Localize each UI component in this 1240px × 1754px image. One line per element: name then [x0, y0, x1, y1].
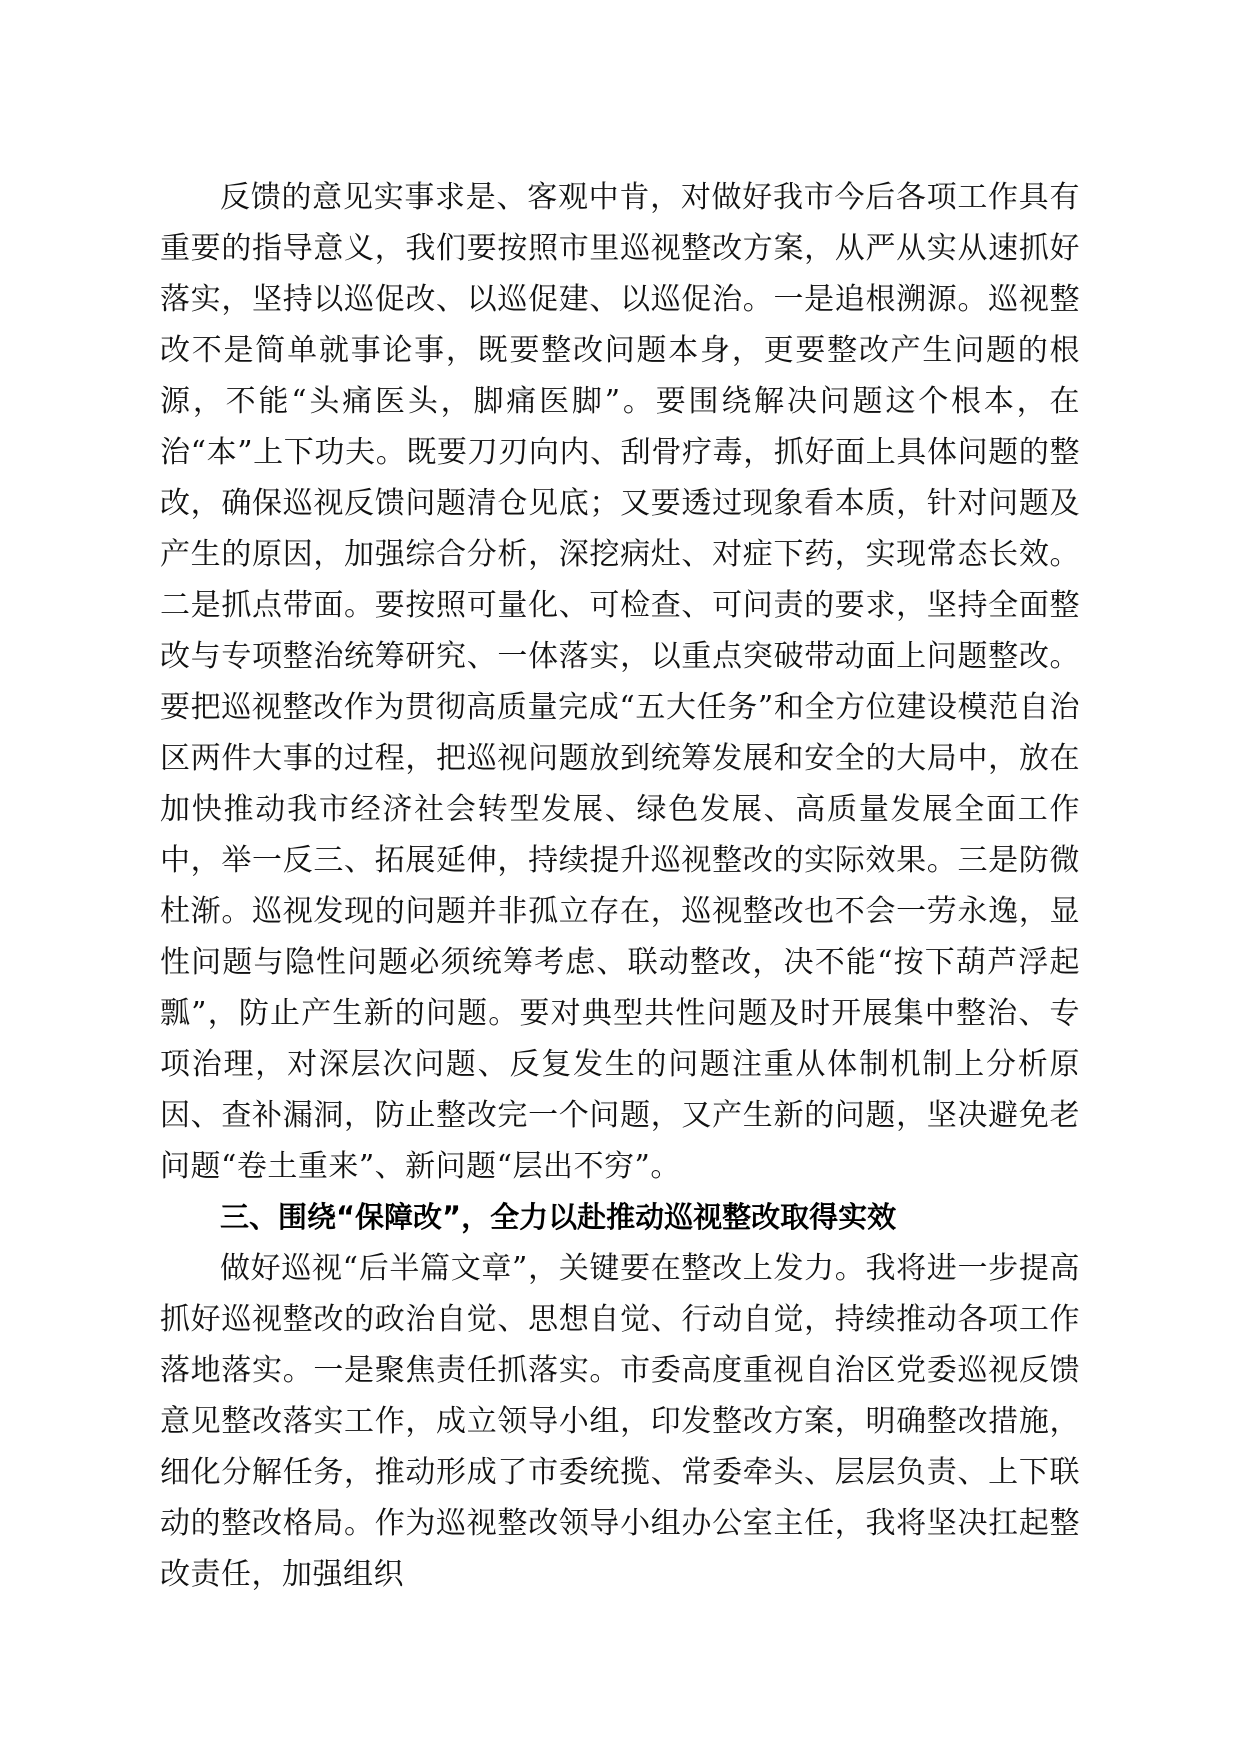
body-paragraph-1: 反馈的意见实事求是、客观中肯，对做好我市今后各项工作具有重要的指导意义，我们要按照市里巡视整改方案，从严从实从速抓好落实，坚持以巡促改、以巡促建、以巡促治。一是追根溯源。巡视整改不是简单就事论事，既要整改问题本身，更要整改产生问题的根源，不能“头痛医头，脚痛医脚”。要围绕解决问题这个根本，在治“本”上下功夫。既要刀刃向内、刮骨疗毒，抓好面上具体问题的整改，确保巡视反馈问题清仓见底；又要透过现象看本质，针对问题及产生的原因，加强综合分析，深挖病灶、对症下药，实现常态长效。二是抓点带面。要按照可量化、可检查、可问责的要求，坚持全面整改与专项整治统筹研究、一体落实，以重点突破带动面上问题整改。要把巡视整改作为贯彻高质量完成“五大任务”和全方位建设模范自治区两件大事的过程，把巡视问题放到统筹发展和安全的大局中，放在加快推动我市经济社会转型发展、绿色发展、高质量发展全面工作中，举一反三、拓展延伸，持续提升巡视整改的实际效果。三是防微杜渐。巡视发现的问题并非孤立存在，巡视整改也不会一劳永逸，显性问题与隐性问题必须统筹考虑、联动整改，决不能“按下葫芦浮起瓢”，防止产生新的问题。要对典型共性问题及时开展集中整治、专项治理，对深层次问题、反复发生的问题注重从体制机制上分析原因、查补漏洞，防止整改完一个问题，又产生新的问题，坚决避免老问题“卷土重来”、新问题“层出不穷”。: [160, 180, 1080, 1184]
body-paragraph-2: 做好巡视“后半篇文章”，关键要在整改上发力。我将进一步提高抓好巡视整改的政治自觉、思想自觉、行动自觉，持续推动各项工作落地落实。一是聚焦责任抓落实。市委高度重视自治区党委巡视反馈意见整改落实工作，成立领导小组，印发整改方案，明确整改措施，细化分解任务，推动形成了市委统揽、常委牵头、层层负责、上下联动的整改格局。作为巡视整改领导小组办公室主任，我将坚决扛起整改责任，加强组织: [160, 1251, 1080, 1592]
document-body: [160, 172, 1080, 1600]
section-heading: 三、围绕“保障改”，全力以赴推动巡视整改取得实效: [220, 1200, 897, 1234]
